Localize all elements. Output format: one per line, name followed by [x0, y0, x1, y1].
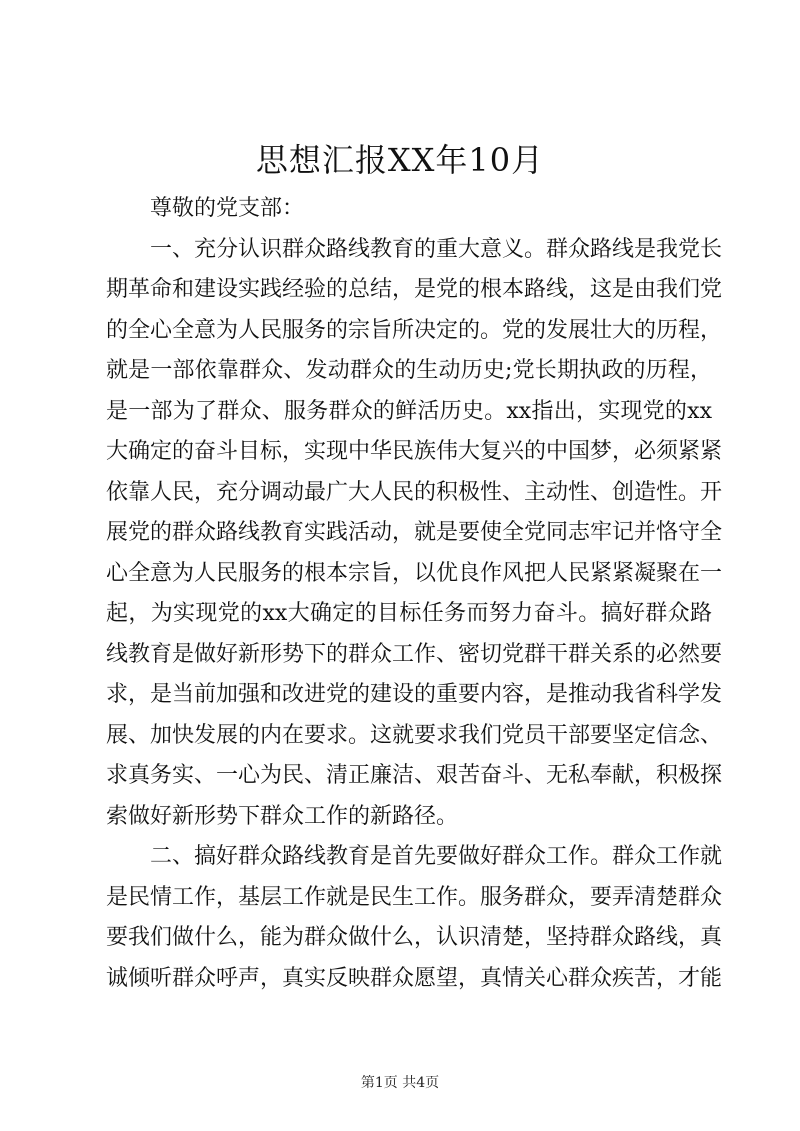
- text-line: 是一部为了群众、服务群众的鲜活历史。xx指出，实现党的xx: [106, 398, 712, 424]
- text-line: 期革命和建设实践经验的总结，是党的根本路线，这是由我们党: [106, 277, 723, 302]
- text-line: 线教育是做好新形势下的群众工作、密切党群干群关系的必然要: [106, 641, 723, 667]
- text-line: 展、加快发展的内在要求。这就要求我们党员干部要坚定信念、: [106, 722, 723, 748]
- text-line: 诚倾听群众呼声，真实反映群众愿望，真情关心群众疾苦，才能: [106, 965, 723, 991]
- paragraph-1: [106, 230, 723, 838]
- text-line: 索做好新形势下群众工作的新路径。: [106, 803, 459, 829]
- text-line: 二、搞好群众路线教育是首先要做好群众工作。群众工作就: [150, 844, 723, 869]
- document-title: 思想汇报XX年10月: [255, 141, 545, 179]
- text-line: 求，是当前加强和改进党的建设的重要内容，是推动我省科学发: [106, 682, 723, 707]
- document-body: [106, 189, 723, 999]
- text-line: 起，为实现党的xx大确定的目标任务而努力奋斗。搞好群众路: [106, 601, 712, 626]
- text-line: 的全心全意为人民服务的宗旨所决定的。党的发展壮大的历程，: [106, 317, 723, 343]
- paragraph-2: [106, 837, 723, 999]
- salutation: 尊敬的党支部：: [150, 196, 305, 221]
- text-line: 心全意为人民服务的根本宗旨，以优良作风把人民紧紧凝聚在一: [106, 560, 723, 586]
- text-line: 一、充分认识群众路线教育的重大意义。群众路线是我党长: [150, 236, 723, 262]
- page-footer: 第1页 共4页: [360, 1075, 440, 1091]
- text-line: 展党的群众路线教育实践活动，就是要使全党同志牢记并恪守全: [106, 520, 723, 545]
- text-line: 要我们做什么，能为群众做什么，认识清楚，坚持群众路线，真: [106, 925, 723, 950]
- text-line: 就是一部依靠群众、发动群众的生动历史;党长期执政的历程，: [106, 358, 712, 383]
- text-line: 大确定的奋斗目标，实现中华民族伟大复兴的中国梦，必须紧紧: [106, 439, 723, 464]
- text-line: 依靠人民，充分调动最广大人民的积极性、主动性、创造性。开: [106, 479, 723, 505]
- text-line: 求真务实、一心为民、清正廉洁、艰苦奋斗、无私奉献，积极探: [106, 763, 723, 788]
- text-line: 是民情工作，基层工作就是民生工作。服务群众，要弄清楚群众: [106, 884, 723, 910]
